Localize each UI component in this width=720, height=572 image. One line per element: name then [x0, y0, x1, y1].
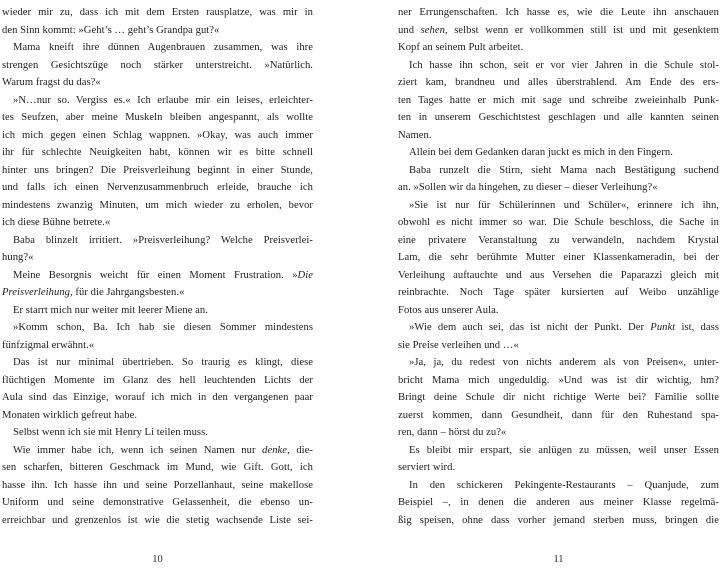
text-line: fünfzigmal erwähnt.«: [2, 339, 95, 351]
text-line: ßig speisen, ohne dass vorher jemand sterben muss, bringen die: [398, 514, 719, 526]
text-line: serviert wird.: [398, 462, 456, 473]
text-line: zuerst kommen, dann Gesundheit, dann für den Ruhestand spa-: [398, 409, 719, 421]
text-line: ziert kam, brandneu und alles überstrahlend. Am Ende des ers-: [398, 77, 719, 88]
text-line: Baba blinzelt irritiert. »Preisverleihung? Welche Preisverlei-: [13, 234, 313, 246]
text-line: Verleihung auftauchte und aus Versehen die Paparazzi gleich mit: [398, 269, 719, 281]
text-line: »Komm schon, Ba. Ich hab sie diesen Sommer mindestens: [13, 322, 313, 333]
text-line: Lam, die sehr berühmte Mutter einer Klassenkameradin, bei der: [398, 252, 719, 263]
text-line: Es bleibt mir erspart, sie anlügen zu müssen, weil unser Essen: [409, 444, 719, 456]
text-line: sen scharfen, bitteren Geschmack im Mund, wie Gift. Gott, ich: [2, 462, 313, 473]
text-line: wieder mir zu, dass ich mit dem Ersten rausplatze, was mir in: [2, 7, 313, 18]
text-line: ten Tages hatte er mich mit sage und schreibe zweieinhalb Punk-: [398, 94, 719, 106]
text-line: hinter uns bringen? Die Preisverleihung beginnt in einer Stunde,: [2, 164, 313, 176]
text-line: Uniform und seine demonstrative Gelassenheit, die ebenso un-: [2, 497, 313, 508]
text-line: Ich hasse ihn schon, seit er vor vier Jahren in die Schule stol-: [409, 59, 719, 71]
text-line: erreichbar und grenzenlos ist wie die stetig wachsende Liste sei-: [2, 514, 313, 526]
text-line: Das ist nur minimal übertrieben. So traurig es klingt, diese: [13, 357, 313, 368]
text-line: »Ja, ja, du redest von nichts anderem als von Preisen«, unter-: [409, 357, 719, 368]
text-line: und falls ich einen Nervenzusammenbruch erleide, brauche ich: [2, 182, 313, 193]
text-line: ten in unserem Geschichtstest geschlagen und alle kannten seinen: [398, 112, 719, 123]
text-line: ner Errungenschaften. Ich hasse es, wie die Leute ihn anschauen: [398, 7, 719, 18]
text-line: hasse ihn. Ich hasse ihn und seine Porzellanhaut, seine makellose: [2, 479, 313, 491]
text-line: bricht Mama mich ungeduldig. »Und was ist dir wichtig, hm?: [398, 374, 719, 386]
page-number-left: 10: [152, 554, 163, 565]
text-line: an. »Sollen wir da hingehen, zu dieser – dieser Verleihung?«: [398, 182, 658, 193]
text-line: ren, dann – hörst du zu?«: [398, 427, 507, 438]
text-line: sie Preise verleihen und …«: [398, 339, 519, 351]
text-line: Aula sind das Einzige, worauf ich mich in den vergangenen paar: [2, 392, 313, 403]
text-line: Baba runzelt die Stirn, sieht Mama nach Bestätigung suchend: [409, 164, 719, 176]
text-line: Bringt deine Schule dir nicht richtige Werte bei? Familie sollte: [398, 392, 719, 403]
text-line: Mama kneift ihre dünnen Augenbrauen zusammen, was ihre: [13, 42, 313, 53]
text-line: Er starrt mich nur weiter mit leerer Miene an.: [13, 304, 208, 316]
page-number-right: 11: [553, 554, 564, 565]
text-line: Beispiel –, in denen die anderen aus meiner Klasse regelmä-: [398, 497, 719, 508]
text-line: Meine Besorgnis weicht für einen Moment Frustration. »Die: [13, 269, 313, 281]
text-line: »Sie ist nur für Schülerinnen und Schüler«, erinnere ich ihn,: [409, 199, 719, 211]
text-line: Warum fragst du das?«: [2, 77, 101, 88]
text-line: reinbrachte. Noch Tage später kursierten auf Weibo unzählige: [398, 287, 719, 298]
text-line: Wie immer habe ich, wenn ich seinen Namen nur denke, die-: [13, 444, 313, 456]
text-line: Namen.: [398, 129, 432, 141]
book-page-left: [2, 4, 313, 529]
text-line: obwohl es nicht immer so war. Die Schule beschloss, die Sache in: [398, 217, 719, 228]
text-line: ich diese Bühne betrete.«: [2, 217, 111, 228]
text-line: ihr für schlechte Neuigkeiten habt, können wir es bitte schnell: [2, 147, 313, 158]
text-line: ich mich gegen einen Schlag wappnen. »Okay, was auch immer: [2, 129, 313, 141]
book-page-right: [398, 4, 719, 529]
text-line: und sehen, selbst wenn er vollkommen still ist und mit gesenktem: [398, 24, 719, 36]
text-line: flüchtigen Momente im Glanz des hell leuchtenden Lichts der: [2, 374, 313, 386]
text-line: »Wie dem auch sei, das ist nicht der Punkt. Der Punkt ist, dass: [409, 322, 719, 333]
text-line: hung?«: [2, 252, 34, 263]
text-line: »N…nur so. Vergiss es.« Ich erlaube mir ein leises, erleichter-: [13, 94, 313, 106]
page-text-left: [2, 4, 313, 529]
page-text-right: [398, 4, 719, 529]
text-line: mindestens zwanzig Minuten, um mich wieder zu erholen, bevor: [2, 199, 313, 211]
text-line: Preisverleihung, für die Jahrgangsbesten.«: [2, 287, 185, 298]
text-line: Fotos aus unserer Aula.: [398, 304, 499, 316]
text-line: eine privatere Veranstaltung zu verwandeln, nachdem Krystal: [398, 234, 719, 246]
text-line: tes Seufzen, aber meine Muskeln bleiben angespannt, als wollte: [2, 112, 313, 123]
text-line: strengen Gesichtszüge noch stärker unterstreicht. »Natürlich.: [2, 59, 313, 71]
text-line: Monaten wirklich gefreut habe.: [2, 409, 138, 421]
text-line: In den schickeren Pekingente-Restaurants – Quanjude, zum: [409, 479, 719, 491]
text-line: Selbst wenn ich sie mit Henry Li teilen muss.: [13, 427, 208, 438]
text-line: Allein bei dem Gedanken daran juckt es mich in den Fingern.: [409, 147, 673, 158]
text-line: den Sinn kommt: »Geht’s … geht’s Grandpa gut?«: [2, 24, 220, 36]
text-line: Kopf an seinem Pult arbeitet.: [398, 42, 524, 53]
